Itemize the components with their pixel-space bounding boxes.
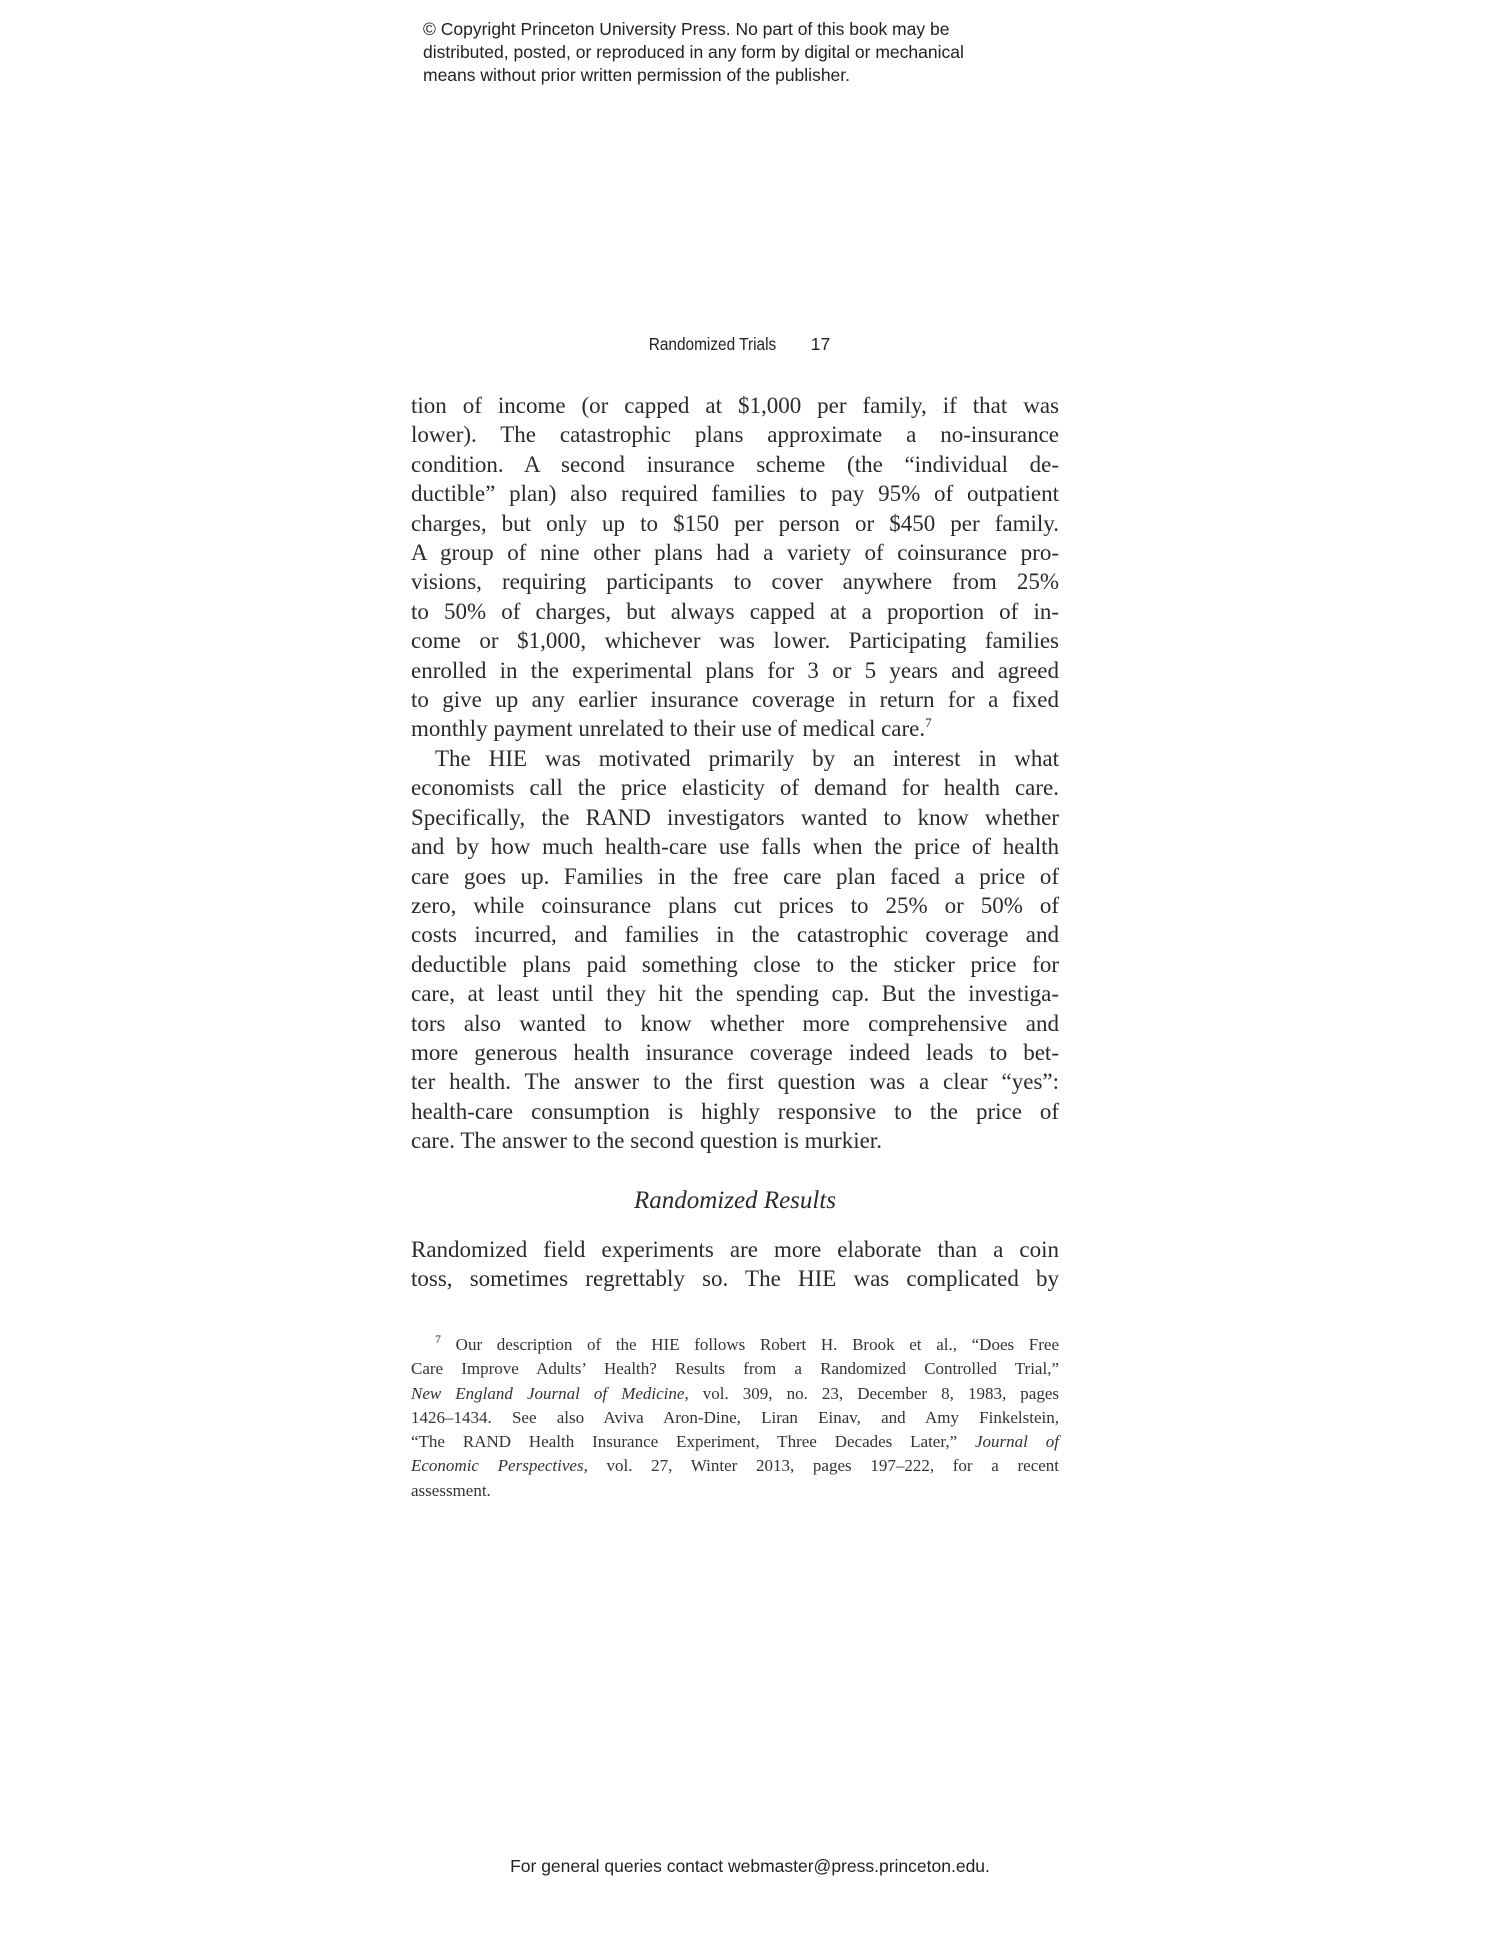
copyright-line: means without prior written permission of the publisher. — [423, 65, 851, 85]
footnote-line — [411, 1430, 1059, 1454]
text-line: charges, but only up to $150 per person or $450 per family. — [411, 510, 1059, 536]
footer-contact: For general queries contact webmaster@press.princeton.edu. — [510, 1856, 990, 1876]
copyright-line: distributed, posted, or reproduced in any form by digital or mechanical — [423, 42, 964, 62]
running-head — [411, 333, 1059, 355]
text-line: come or $1,000, whichever was lower. Participating families — [411, 628, 1059, 654]
footnote-text: vol. 27, Winter 2013, pages 197–222, for a recent — [587, 1456, 1060, 1476]
text-line: and by how much health-care use falls when the price of health — [411, 834, 1059, 860]
footnote-line — [411, 1333, 1059, 1357]
journal-title: Journal of — [975, 1432, 1060, 1452]
text-line: Randomized field experiments are more elaborate than a coin — [411, 1237, 1059, 1262]
text-line: lower). The catastrophic plans approximate a no-insurance — [411, 422, 1059, 448]
text-line: care. The answer to the second question is murkier. — [411, 1128, 882, 1154]
text-line: condition. A second insurance scheme (the “individual de- — [411, 451, 1059, 477]
text-line: ductible” plan) also required families to pay 95% of outpatient — [411, 481, 1059, 507]
text-line: deductible plans paid something close to the sticker price for — [411, 951, 1059, 977]
text-line — [411, 714, 1059, 743]
footnote-text: “The RAND Health Insurance Experiment, Three Decades Later,” — [411, 1432, 976, 1452]
text-line: The HIE was motivated primarily by an interest in what — [435, 745, 1059, 771]
page-number: 17 — [810, 334, 831, 354]
paragraph — [411, 1235, 1059, 1294]
section-heading: Randomized Results — [633, 1187, 837, 1214]
text-line: zero, while coinsurance plans cut prices to 25% or 50% of — [411, 892, 1059, 918]
text-line: economists call the price elasticity of demand for health care. — [411, 775, 1059, 801]
footnote — [411, 1333, 1059, 1503]
text-line: health-care consumption is highly responsive to the price of — [411, 1098, 1059, 1124]
footnote-text: Our description of the HIE follows Robert H. Brook et al., “Does Free — [441, 1335, 1059, 1354]
footnote-line — [411, 1382, 1059, 1406]
text-line: to give up any earlier insurance coverage in return for a fixed — [411, 687, 1059, 713]
footnote-line — [411, 1454, 1059, 1478]
journal-title: New England Journal of Medicine — [411, 1383, 685, 1403]
footnote-line: Care Improve Adults’ Health? Results from a Randomized Controlled Trial,” — [411, 1359, 1059, 1379]
text-line-content: monthly payment unrelated to their use of medical care. — [411, 716, 926, 742]
text-line: costs incurred, and families in the catastrophic coverage and — [411, 922, 1059, 948]
footnote-line: 1426–1434. See also Aviva Aron-Dine, Liran Einav, and Amy Finkelstein, — [411, 1407, 1059, 1427]
paragraph — [411, 391, 1059, 744]
text-line: more generous health insurance coverage indeed leads to bet- — [411, 1039, 1059, 1065]
text-line: A group of nine other plans had a variety of coinsurance pro- — [411, 540, 1059, 566]
text-line: tion of income (or capped at $1,000 per family, if that was — [411, 393, 1059, 418]
journal-title: Economic Perspectives, — [411, 1456, 588, 1476]
copyright-line: © Copyright Princeton University Press. No part of this book may be — [423, 19, 950, 39]
footnote-mark: 7 — [435, 1332, 441, 1346]
body-text — [411, 1235, 1059, 1294]
footnote-reference[interactable]: 7 — [925, 715, 932, 731]
running-head-title: Randomized Trials — [648, 334, 777, 354]
footnote-line: assessment. — [411, 1480, 491, 1500]
text-line: to 50% of charges, but always capped at a proportion of in- — [411, 598, 1059, 624]
footnote-text: , vol. 309, no. 23, December 8, 1983, pages — [684, 1383, 1059, 1403]
text-line: ter health. The answer to the first question was a clear “yes”: — [411, 1069, 1059, 1095]
text-line: care goes up. Families in the free care plan faced a price of — [411, 863, 1059, 889]
text-line: enrolled in the experimental plans for 3 or 5 years and agreed — [411, 657, 1059, 683]
paragraph — [411, 744, 1059, 1156]
copyright-notice — [423, 18, 1063, 87]
text-line: visions, requiring participants to cover anywhere from 25% — [411, 569, 1059, 595]
text-line: tors also wanted to know whether more comprehensive and — [411, 1010, 1059, 1036]
text-line: toss, sometimes regrettably so. The HIE was complicated by — [411, 1266, 1059, 1292]
text-line: care, at least until they hit the spending cap. But the investiga- — [411, 981, 1059, 1007]
text-line: Specifically, the RAND investigators wanted to know whether — [411, 804, 1059, 830]
body-text — [411, 391, 1059, 1156]
